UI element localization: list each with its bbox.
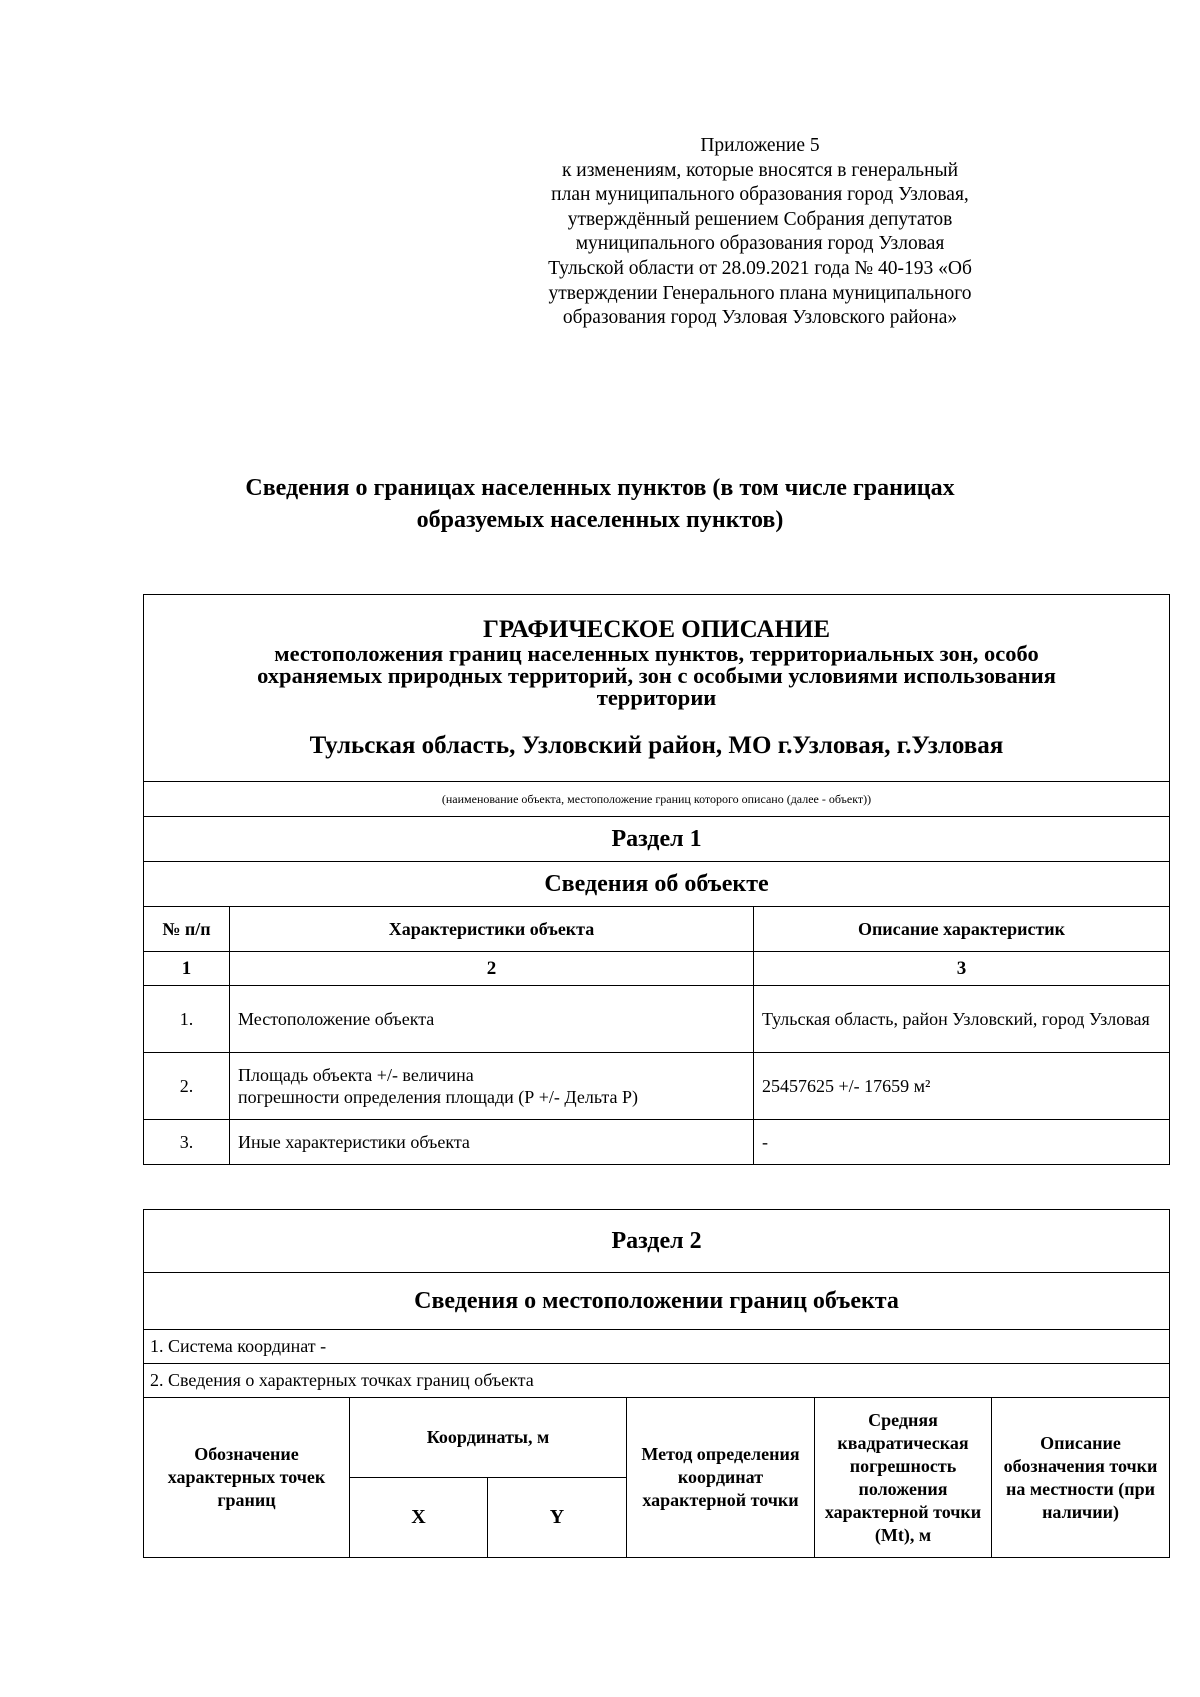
section2-subtitle: Сведения о местоположении границ объекта [144,1273,1170,1330]
row-description: - [754,1120,1170,1165]
row-characteristic-line: погрешности определения площади (Р +/- Дельта Р) [238,1087,638,1107]
graphic-description-header [144,595,1170,782]
column-number: 3 [754,952,1170,986]
annex-line: Приложение 5 [700,135,820,156]
object-name-note: (наименование объекта, местоположение границ которого описано (далее - объект)) [144,782,1170,817]
object-location-title: Тульская область, Узловский район, МО г.Узловая, г.Узловая [309,732,1004,759]
annex-line: утверждённый решением Собрания депутатов [567,208,953,230]
column-header-error: Средняя квадратическая погрешность положения характерной точки (Mt), м [815,1398,992,1558]
graphic-subtitle-line: территории [596,685,717,710]
annex-line: к изменениям, которые вносятся в генеральный [561,159,959,181]
column-header-point-description: Описание обозначения точки на местности (при наличии) [992,1398,1170,1558]
column-header-method: Метод определения координат характерной точки [627,1398,815,1558]
row-description: 25457625 +/- 17659 м² [754,1053,1170,1120]
document-title-line: Сведения о границах населенных пунктов (в том числе границах [245,475,955,501]
row-description: Тульская область, район Узловский, город Узловая [754,986,1170,1053]
document-title-line: образуемых населенных пунктов) [416,507,784,533]
section1-table [143,594,1170,1165]
row-characteristic-line: Площадь объекта +/- величина [238,1065,474,1085]
column-header-designation: Обозначение характерных точек границ [144,1398,350,1558]
row-number: 3. [144,1120,230,1165]
section2-title: Раздел 2 [144,1210,1170,1273]
annex-line: план муниципального образования город Узловая, [551,184,969,206]
document-title [150,472,1050,536]
graphic-subtitle-line: охраняемых природных территорий, зон с особыми условиями использования [257,663,1056,688]
table-row [144,1120,1170,1165]
graphic-subtitle-line: местоположения границ населенных пунктов, территориальных зон, особо [274,641,1039,666]
section1-subtitle: Сведения об объекте [144,862,1170,907]
column-header-coordinates: Координаты, м [350,1398,627,1478]
graphic-title: ГРАФИЧЕСКОЕ ОПИСАНИЕ [482,616,831,643]
column-number: 1 [144,952,230,986]
row-characteristic [230,1053,754,1120]
section2-table [143,1209,1170,1558]
points-info: 2. Сведения о характерных точках границ объекта [144,1364,1170,1398]
column-header-x: X [350,1478,488,1558]
annex-line: Тульской области от 28.09.2021 года № 40-193 «Об [548,257,972,279]
column-header-description: Описание характеристик [754,907,1170,952]
row-characteristic: Иные характеристики объекта [230,1120,754,1165]
column-number: 2 [230,952,754,986]
annex-line: утверждении Генерального плана муниципального [548,282,972,304]
table-row [144,1053,1170,1120]
table-row [144,986,1170,1053]
annex-block [500,134,1020,331]
column-header-number: № п/п [144,907,230,952]
annex-line: образования город Узловая Узловского района» [562,307,958,329]
column-header-characteristic: Характеристики объекта [230,907,754,952]
row-characteristic: Местоположение объекта [230,986,754,1053]
section1-title: Раздел 1 [144,817,1170,862]
column-header-y: Y [488,1478,627,1558]
coordinate-system: 1. Система координат - [144,1330,1170,1364]
row-number: 2. [144,1053,230,1120]
row-number: 1. [144,986,230,1053]
annex-line: муниципального образования город Узловая [575,233,945,255]
